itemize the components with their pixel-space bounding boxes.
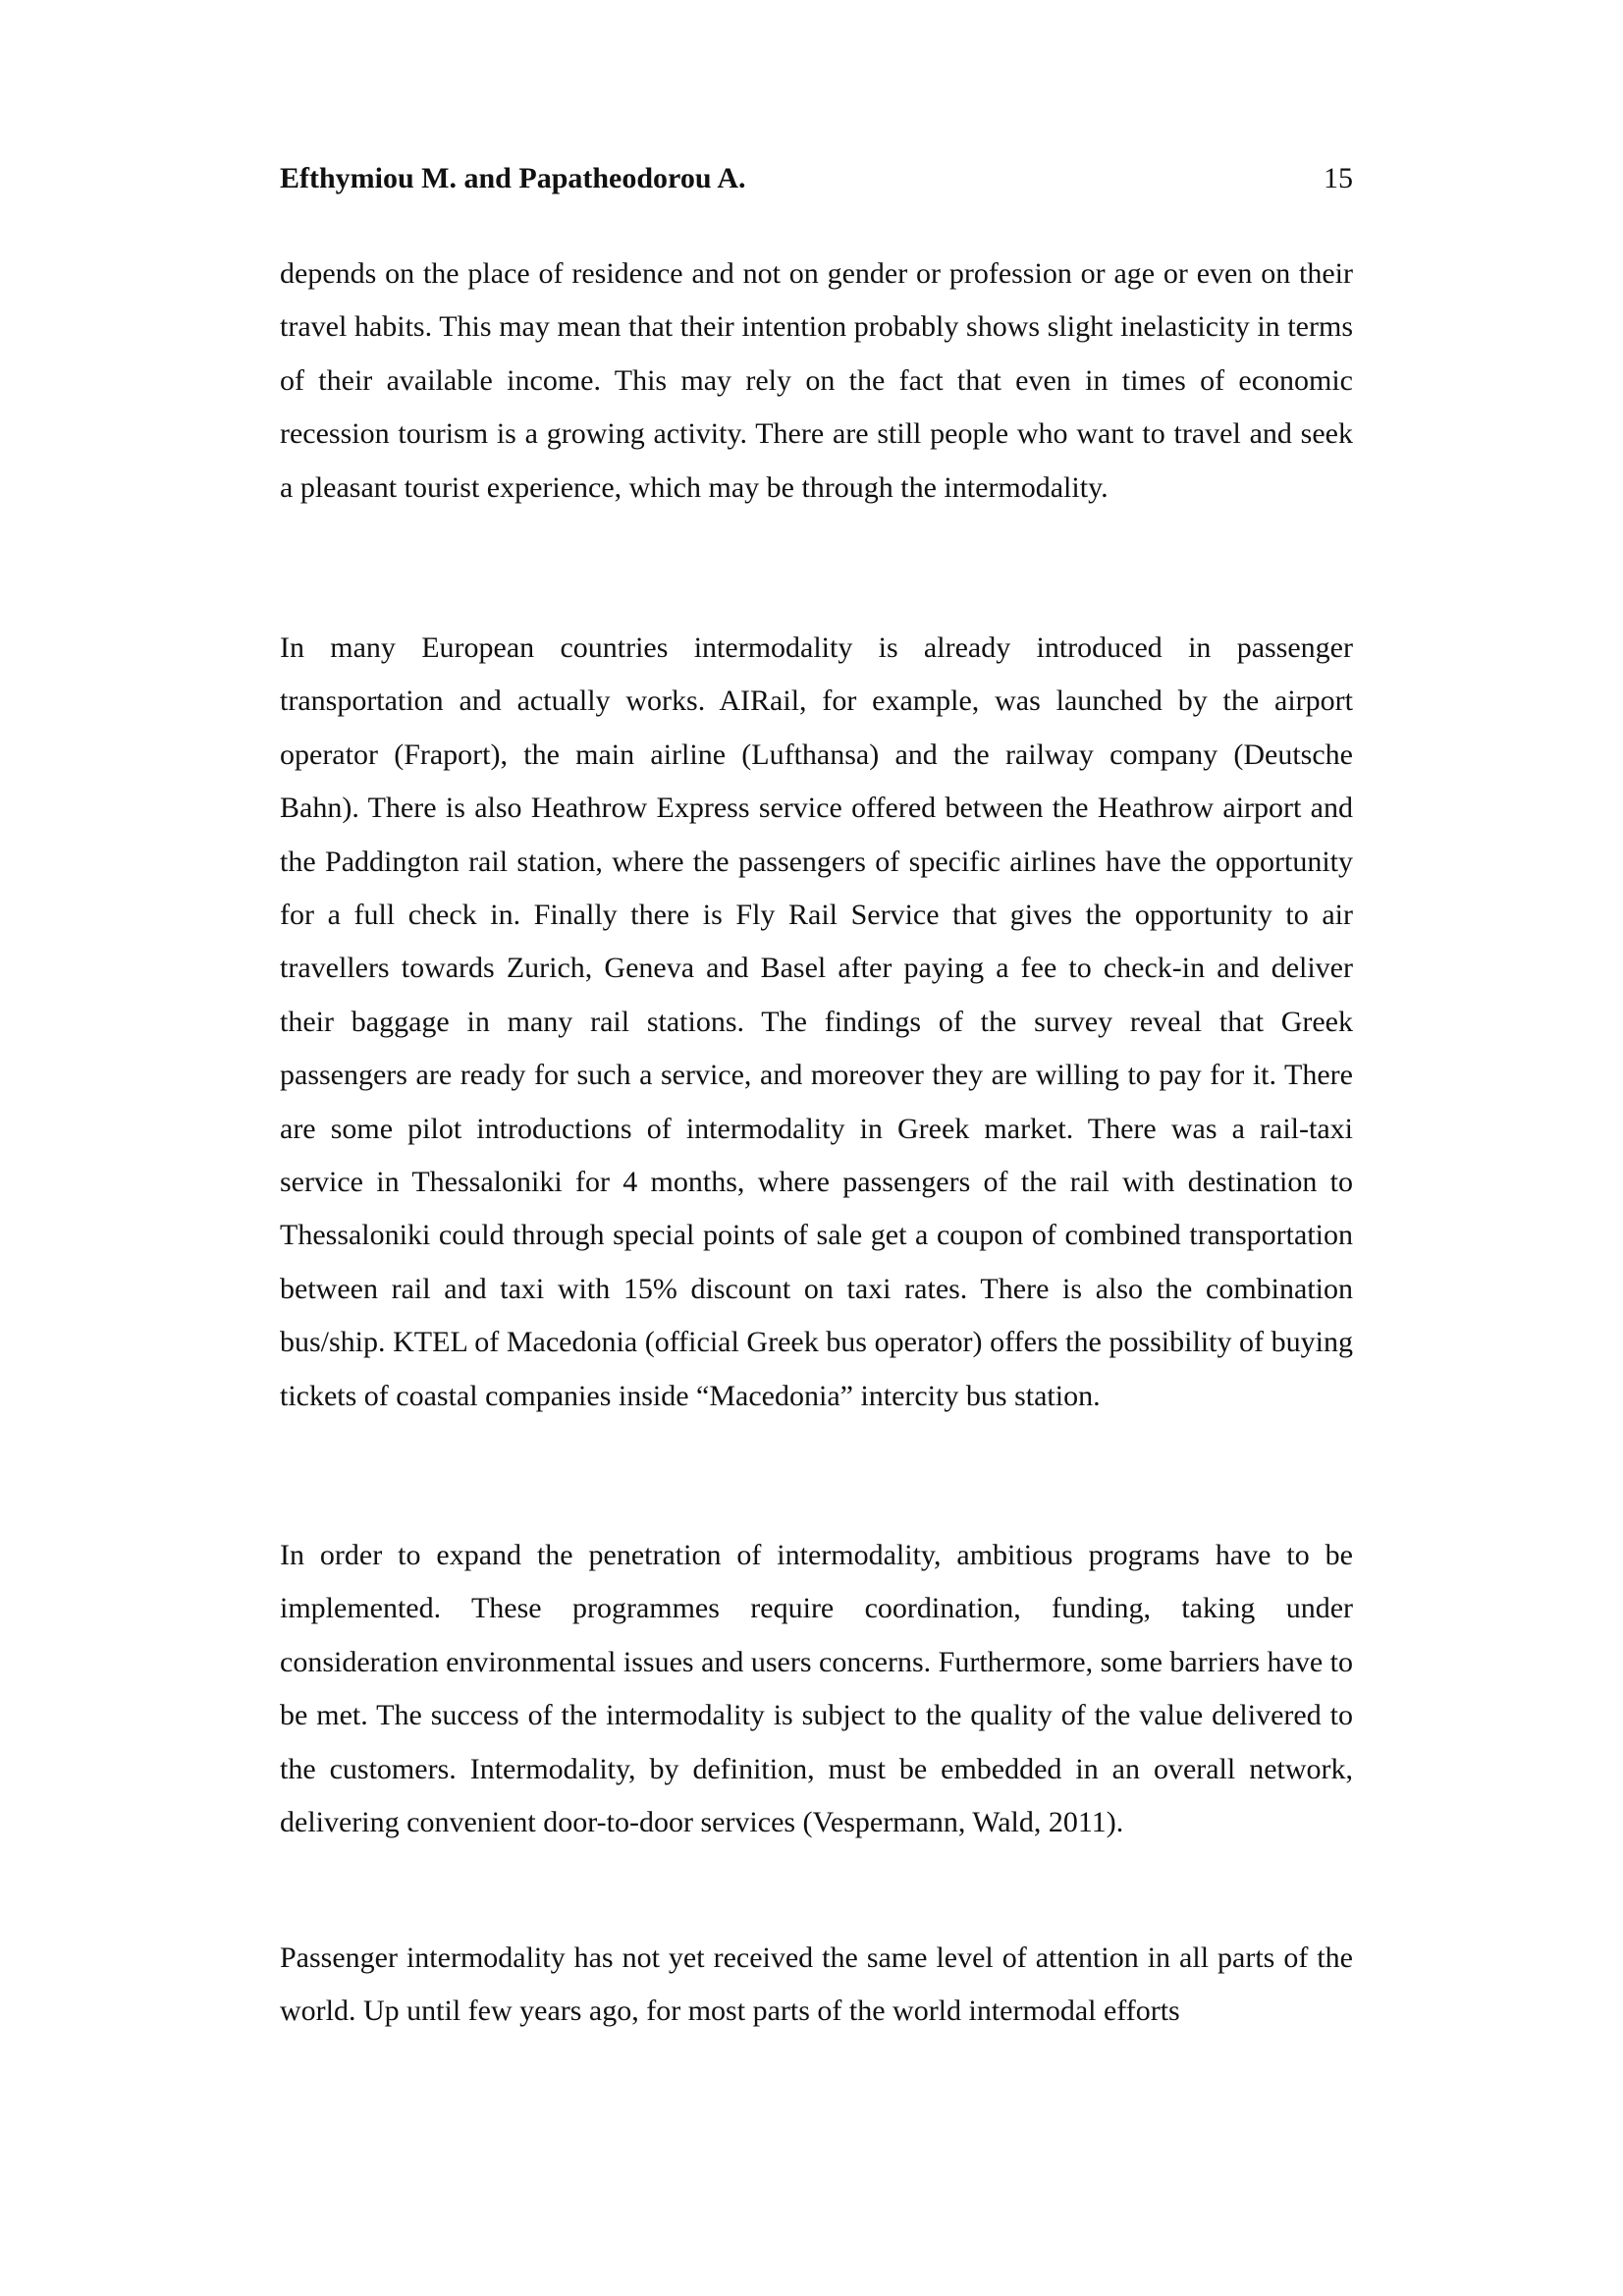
body-paragraph: In order to expand the penetration of intermodality, ambitious programs have to be implemented. These programmes require coordination, funding, taking under consideration environmental issues and users concerns. Furthermore, some barriers have to be met. The success of the intermodality is subject to the quality of the value delivered to the customers. Intermodality, by definition, must be embedded in an overall network, delivering convenient door-to-door services (Vespermann, Wald, 2011). <box>280 1539 1354 1839</box>
header-authors: Efthymiou M. and Papatheodorou A. <box>280 162 746 194</box>
page-number: 15 <box>1324 162 1353 194</box>
body-paragraph: depends on the place of residence and not on gender or profession or age or even on their travel habits. This may mean that their intention probably shows slight inelasticity in terms of their available income. This may rely on the fact that even in times of economic recession tourism is a growing activity. There are still people who want to travel and seek a pleasant tourist experience, which may be through the intermodality. <box>280 257 1353 504</box>
body-paragraph: In many European countries intermodality is already introduced in passenger transportation and actually works. AIRail, for example, was launched by the airport operator (Fraport), the main airline (Lufthansa) and the railway company (Deutsche Bahn). There is also Heathrow Express service offered between the Heathrow airport and the Paddington rail station, where the passengers of specific airlines have the opportunity for a full check in. Finally there is Fly Rail Service that gives the opportunity to air travellers towards Zurich, Geneva and Basel after paying a fee to check-in and deliver their baggage in many rail stations. The findings of the survey reveal that Greek passengers are ready for such a service, and moreover they are willing to pay for it. There are some pilot introductions of intermodality in Greek market. There was a rail-taxi service in Thessaloniki for 4 months, where passengers of the rail with destination to Thessaloniki could through special points of sale get a coupon of combined transportation between rail and taxi with 15% discount on taxi rates. There is also the combination bus/ship. KTEL of Macedonia (official Greek bus operator) offers the possibility of buying tickets of coastal companies inside “Macedonia” intercity bus station. <box>280 631 1353 1412</box>
body-paragraph: Passenger intermodality has not yet received the same level of attention in all parts of the world. Up until few years ago, for most parts of the world intermodal efforts <box>280 1941 1353 2028</box>
running-header <box>280 157 1353 200</box>
